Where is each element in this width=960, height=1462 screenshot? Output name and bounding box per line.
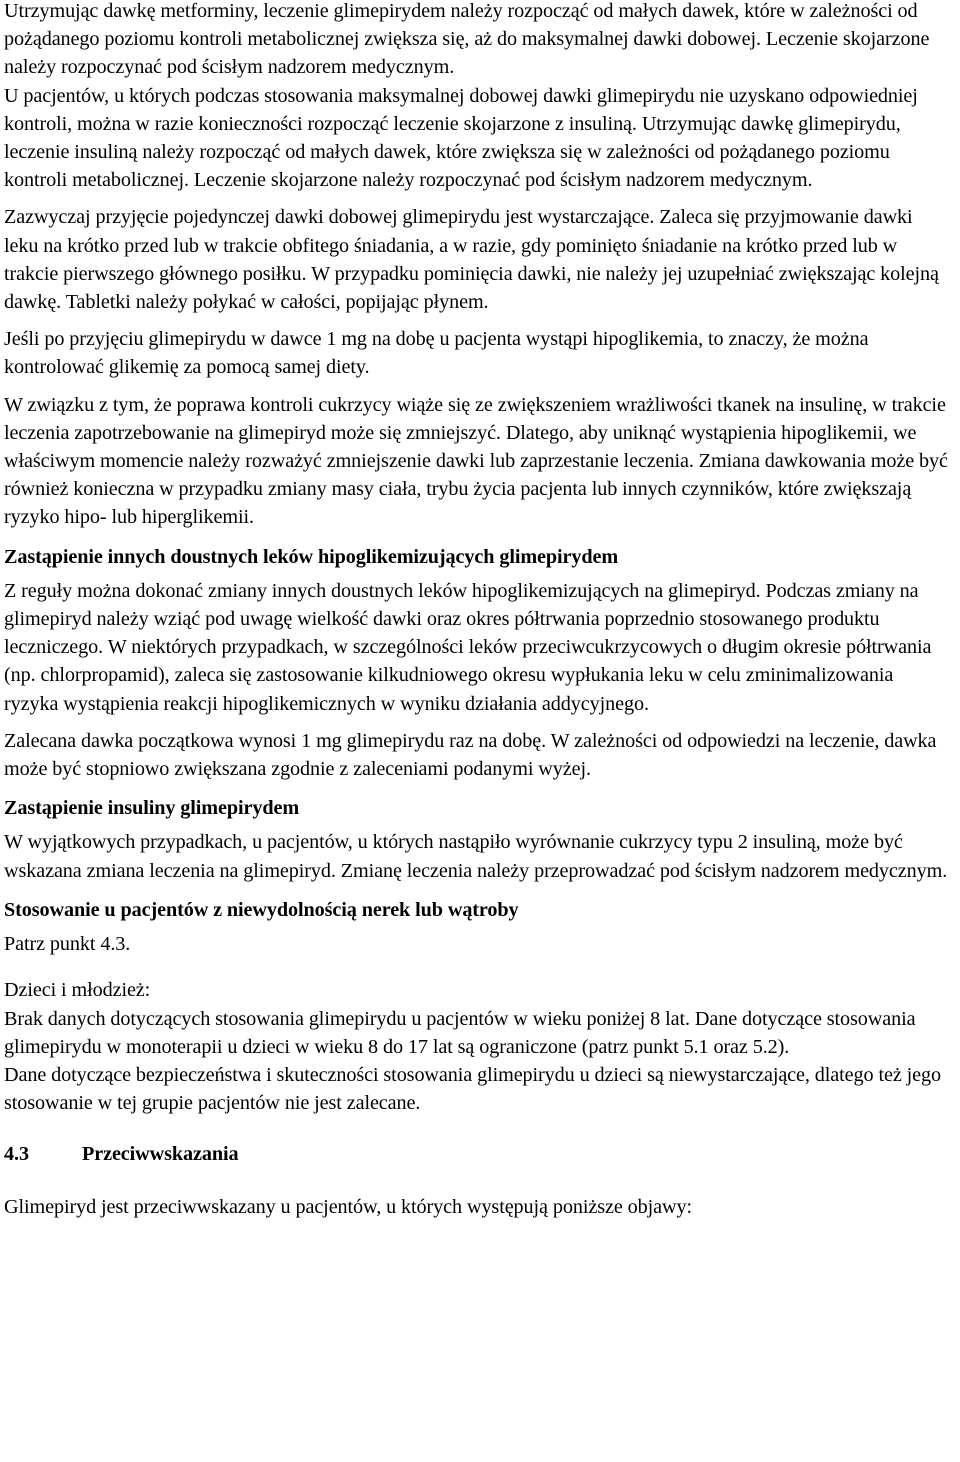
paragraph-insulin-switch: W wyjątkowych przypadkach, u pacjentów, u których nastąpiło wyrównanie cukrzycy typu 2 insuliną, może być wskazana zmiana leczenia na glimepiryd. Zmianę leczenia należy przeprowadzać pod ścisłym nadzorem medycznym. [4,831,948,882]
paragraph-see-section: Patrz punkt 4.3. [4,933,131,956]
heading-insulin-replacement: Zastąpienie insuliny glimepirydem [4,797,300,820]
paragraph-metformin-combination: Utrzymując dawkę metforminy, leczenie glimepirydem należy rozpocząć od małych dawek, które w zależności od pożądanego poziomu kontroli metabolicznej zwiększa się, aż do maksymalnej dawki dobowej. Leczenie skojarzone należy rozpoczynać pod ścisłym nadzorem medycznym. [4,0,930,79]
paragraph-daily-dose: Zazwyczaj przyjęcie pojedynczej dawki dobowej glimepirydu jest wystarczające. Zaleca się przyjmowanie dawki leku na krótko przed lub w trakcie obfitego śniadania, a w razie, gdy pominięto śniadanie na krótko przed lub w trakcie pierwszego głównego posiłku. W przypadku pominięcia dawki, nie należy jej uzupełniać zwiększając kolejną dawkę. Tabletki należy połykać w całości, popijając płynem. [4,206,939,314]
paragraph-insulin-combination: U pacjentów, u których podczas stosowania maksymalnej dobowej dawki glimepirydu nie uzyskano odpowiedniej kontroli, można w razie konieczności rozpocząć leczenie skojarzone z insuliną. Utrzymując dawkę glimepirydu, leczenie insuliną należy rozpocząć od małych dawek, które zwiększa się w zależności od pożądanego poziomu kontroli metabolicznej. Leczenie skojarzone należy rozpoczynać pod ścisłym nadzorem medycznym. [4,84,918,192]
section-number: 4.3 [4,1143,29,1166]
section-heading-contraindications [4,1140,950,1168]
heading-renal-hepatic: Stosowanie u pacjentów z niewydolnością nerek lub wątroby [4,898,519,921]
paragraph-children-safety: Dane dotyczące bezpieczeństwa i skuteczności stosowania glimepirydu u dzieci są niewystarczające, dlatego też jego stosowanie w tej grupie pacjentów nie jest zalecane. [4,1063,941,1115]
paragraph-children-data: Brak danych dotyczących stosowania glimepirydu u pacjentów w wieku poniżej 8 lat. Dane dotyczące stosowania glimepirydu w monoterapii u dzieci w wieku 8 do 17 lat są ograniczone (patrz punkt 5.1 oraz 5.2). [4,1007,916,1058]
paragraph-dose-adjustment: W związku z tym, że poprawa kontroli cukrzycy wiąże się ze zwiększeniem wrażliwości tkanek na insulinę, w trakcie leczenia zapotrzebowanie na glimepiryd może się zmniejszyć. Dlatego, aby uniknąć wystąpienia hipoglikemii, we właściwym momencie należy rozważyć zmniejszenie dawki lub zaprzestanie leczenia. Zmiana dawkowania może być również konieczna w przypadku zmiany masy ciała, trybu życia pacjenta lub innych czynników, które zwiększają ryzyko hipo- lub hiperglikemii. [4,393,948,529]
paragraph-oral-switch: Z reguły można dokonać zmiany innych doustnych leków hipoglikemizujących na glimepiryd. Podczas zmiany na glimepiryd należy wziąć pod uwagę wielkość dawki oraz okres półtrwania poprzednio stosowanego produktu leczniczego. W niektórych przypadkach, w szczególności leków przeciwcukrzycowych o długim okresie półtrwania (np. chlorpropamid), zaleca się zastosowanie kilkudniowego okresu wypłukania leku w celu zminimalizowania ryzyka wystąpienia reakcji hipoglikemicznych w wyniku działania addycyjnego. [4,579,932,715]
section-title: Przeciwwskazania [82,1143,239,1166]
heading-oral-replacement: Zastąpienie innych doustnych leków hipoglikemizujących glimepirydem [4,545,619,568]
paragraph-starting-dose: Zalecana dawka początkowa wynosi 1 mg glimepirydu raz na dobę. W zależności od odpowiedzi na leczenie, dawka może być stopniowo zwiększana zgodnie z zaleceniami podanymi wyżej. [4,729,937,781]
subheading-children: Dzieci i młodzież: [4,979,151,1002]
paragraph-hypoglycemia-diet: Jeśli po przyjęciu glimepirydu w dawce 1 mg na dobę u pacjenta wystąpi hipoglikemia, to znaczy, że można kontrolować glikemię za pomocą samej diety. [4,328,869,379]
paragraph-contraindications-intro: Glimepiryd jest przeciwwskazany u pacjentów, u których występują poniższe objawy: [4,1195,692,1218]
